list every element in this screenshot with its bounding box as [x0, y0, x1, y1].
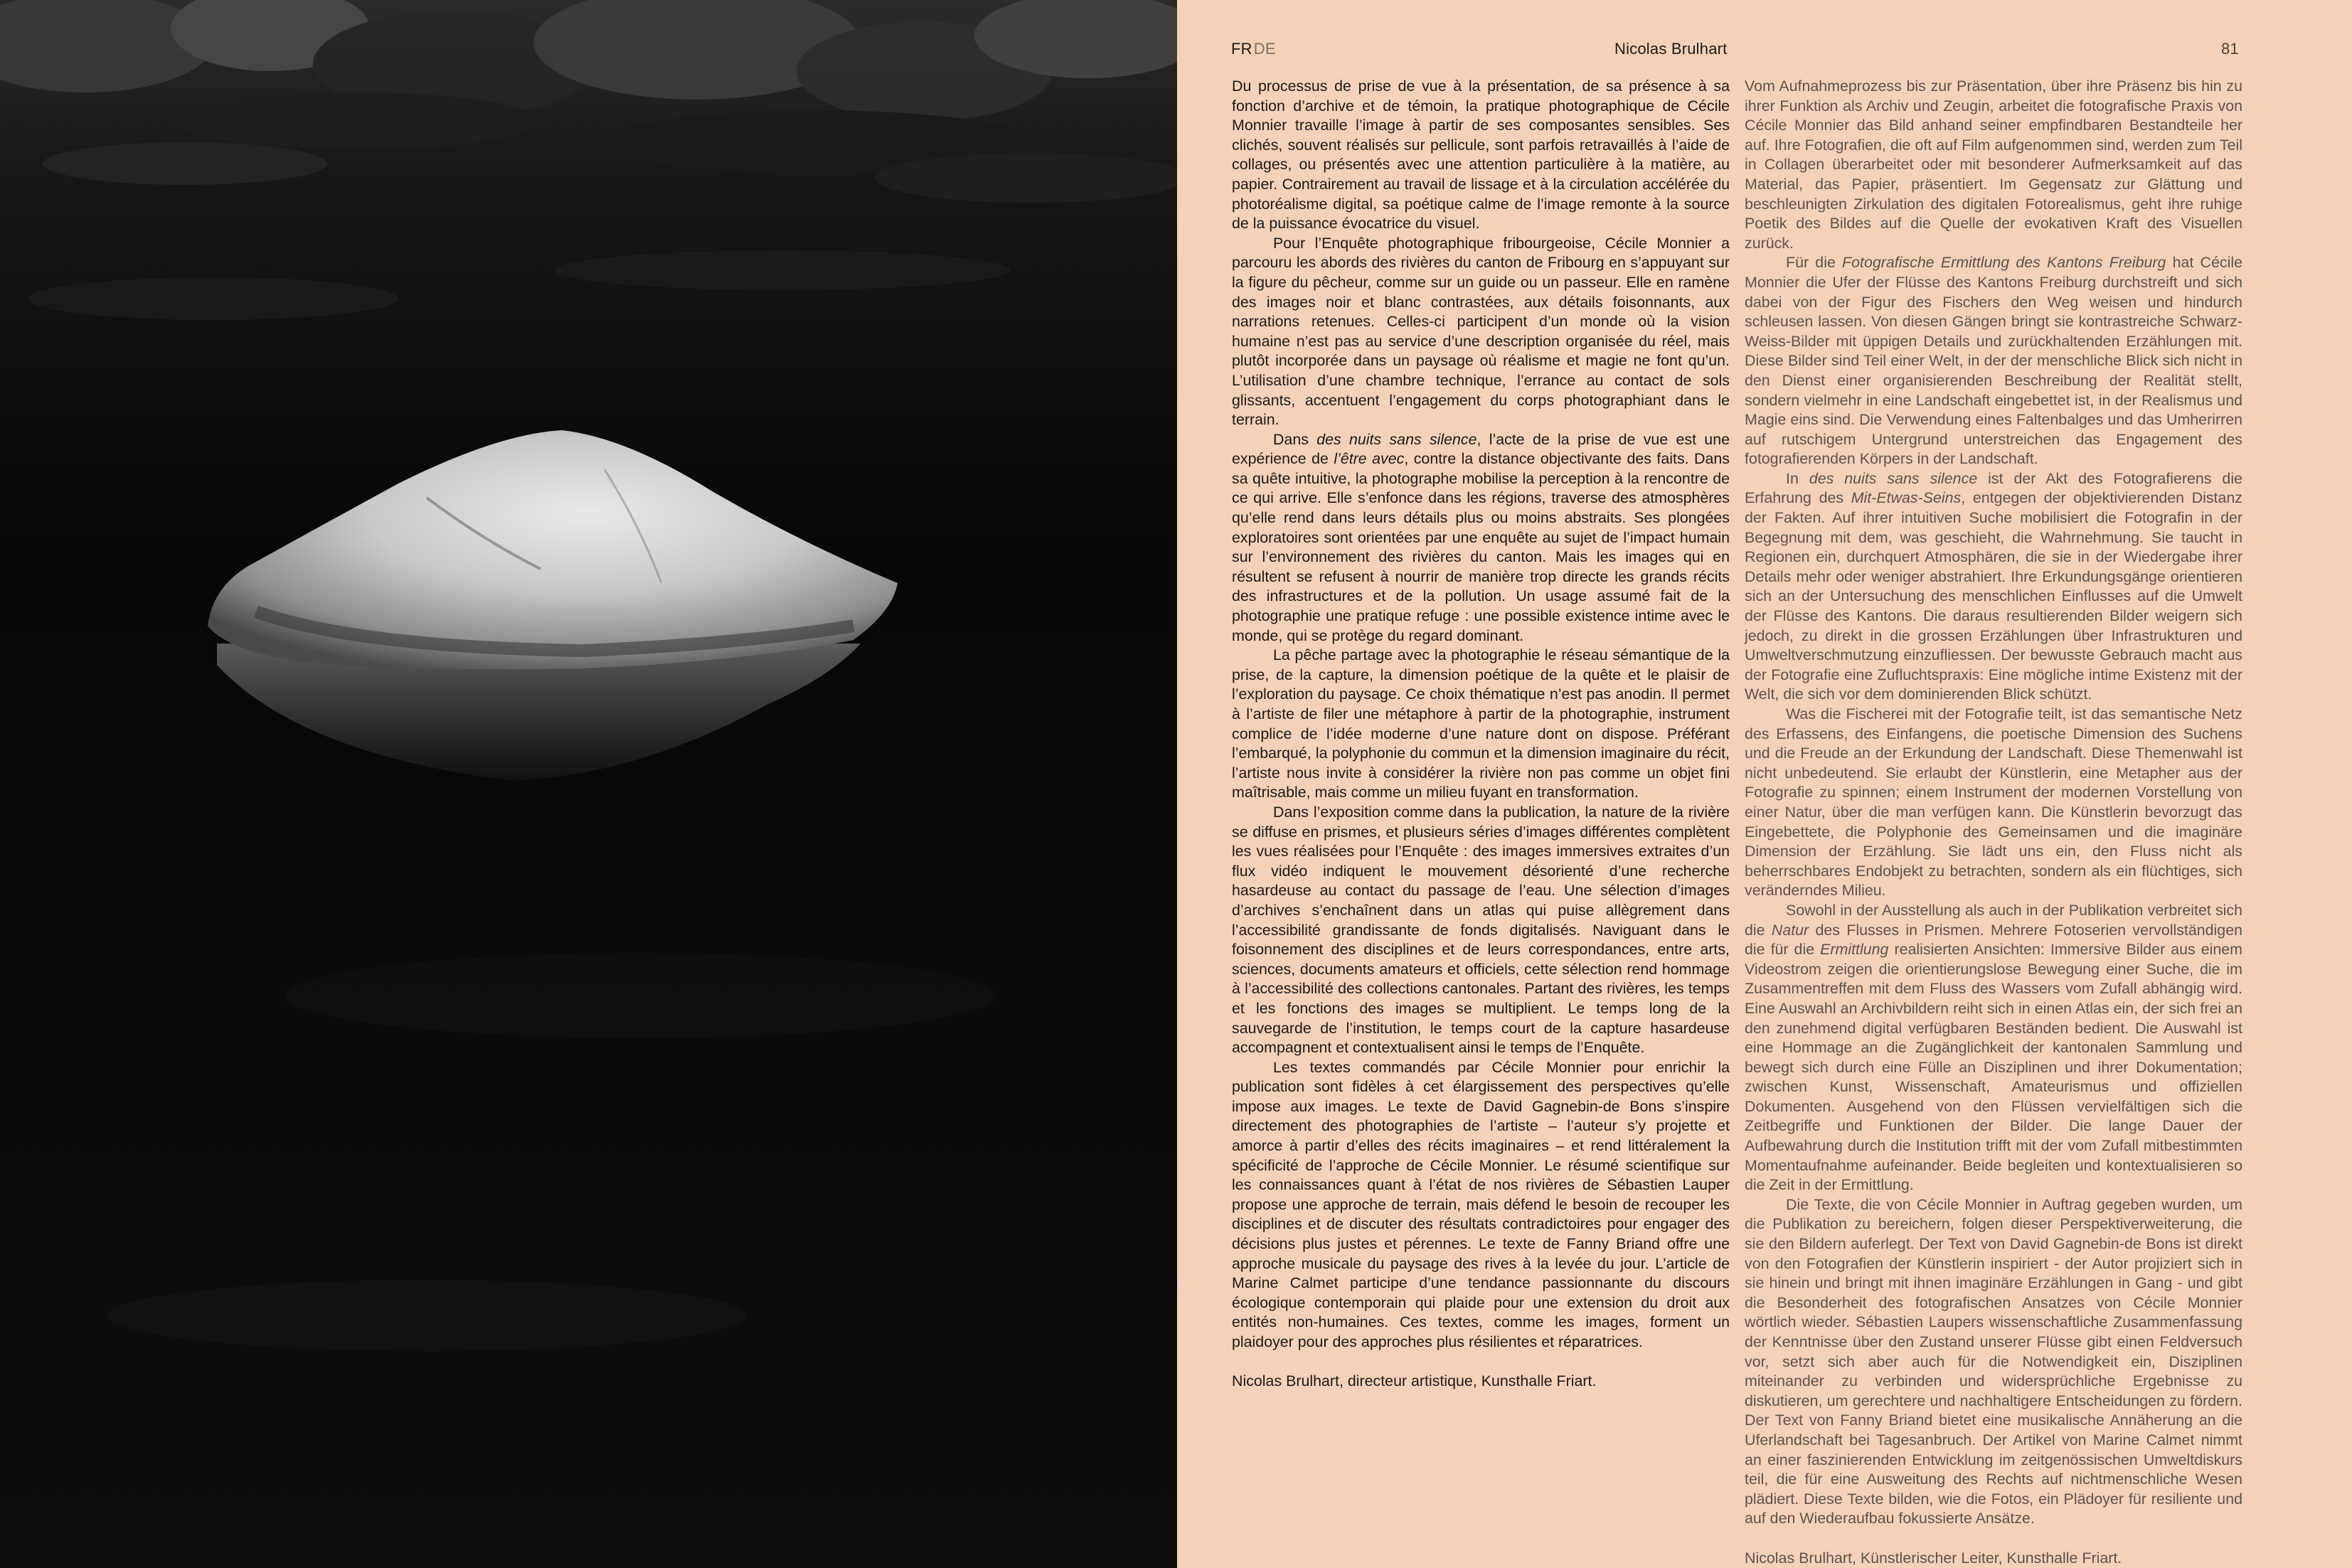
- page-number: 81: [2221, 40, 2239, 58]
- de-paragraph-4: Was die Fischerei mit der Fotografie teilt, ist das semantische Netz des Erfassens, des Einfangens, die poetische Dimension des Suchens und die Freude an der Erkundung der Landschaft. Diese Themenwahl ist nicht unbedeutend. Sie erlaubt der Künstlerin, eine Metapher aus der Fotografie zu spinnen; einem Instrument der modernen Vorstellung von einer Natur, über die man verfügen kann. Die Künstlerin bevorzugt das Eingebettete, die Polyphonie des Gemeinsamen und die imaginäre Dimension der Erzählung. Sie lädt uns ein, den Fluss nicht als beherrschbares Endobjekt zu betrachten, sondern als ein flüchtiges, sich veränderndes Milieu.: [1745, 705, 2242, 900]
- fr-paragraph-1: Du processus de prise de vue à la présentation, de sa présence à sa fonction d’archive et de témoin, la pratique photographique de Cécile Monnier travaille l’image à partir de ses composantes sensibles. Ses clichés, souvent réalisés sur pellicule, sont parfois retravaillés à l’aide de collages, ou présentés avec une attention particulière à la matière, au papier. Contrairement au travail de lissage et à la circulation accélérée du photoréalisme digital, sa poétique calme de l’image remonte à la source de la puissance évocatrice du visuel.: [1232, 78, 1730, 233]
- running-head-author: Nicolas Brulhart: [1614, 40, 1728, 58]
- de-paragraph-5: Sowohl in der Ausstellung als auch in der Publikation verbreitet sich die Natur des Flusses in Prismen. Mehrere Fotoserien vervollständigen die für die Ermittlung realisierten Ansichten: Immersive Bilder aus einem Videostrom zeigen die orientierungslose Bewegung einer Suche, die im Zusammentreffen mit dem Fluss des Wassers vom Zufall abhängig wird. Eine Auswahl an Archivbildern reiht sich in einen Atlas ein, der sich frei an den zunehmend digital verfügbaren Beständen bedient. Die Auswahl ist eine Hommage an die Zugänglichkeit der kantonalen Sammlung und bewegt sich durch eine Fülle an Disziplinen und ihrer Dokumentation; zwischen Kunst, Wissenschaft, Amateurismus und offiziellen Dokumenten. Ausgehend von den Flüssen vervielfältigen sich die Zeitbegriffe und Funktionen der Bilder. Die lange Dauer der Aufbewahrung durch die Institution trifft mit der vom Zufall mitbestimmten Momentaufnahme aufeinander. Beide begleiten und kontextualisieren so die Zeit in der Ermittlung.: [1745, 901, 2242, 1194]
- de-signature: Nicolas Brulhart, Künstlerischer Leiter, Kunsthalle Friart.: [1745, 1549, 2122, 1567]
- de-paragraph-1: Vom Aufnahmeprozess bis zur Präsentation, über ihre Präsenz bis hin zu ihrer Funktion als Archiv und Zeugin, arbeitet die fotografische Praxis von Cécile Monnier das Bild anhand seiner empfindbaren Bestandteile her auf. Ihre Fotografien, die oft auf Film aufgenommen sind, werden zum Teil in Collagen überarbeitet oder mit besonderer Aufmerksamkeit auf das Material, das Papier, präsentiert. Im Gegensatz zur Glättung und beschleunigten Zirkulation des digitalen Fotorealismus, geht ihre ruhige Poetik des Bildes auf die Quelle der evokativen Kraft des Visuellen zurück.: [1745, 78, 2242, 252]
- language-indicator: [1231, 40, 1276, 58]
- de-paragraph-6: Die Texte, die von Cécile Monnier in Auftrag gegeben wurden, um die Publikation zu bereichern, folgen dieser Perspektiverweiterung, die sie den Bildern auferlegt. Der Text von David Gagnebin-de Bons ist direkt von den Fotografien der Künstlerin inspiriert - der Autor projiziert sich in sie hinein und bringt mit ihnen imaginäre Erzählungen in Gang - und gibt die Besonderheit des fotografischen Ansatzes von Cécile Monnier wörtlich wieder. Sébastien Laupers wissenschaftliche Zusammenfassung der Kenntnisse über den Zustand unserer Flüsse gibt einen Feldversuch vor, setzt sich aber auch für die Notwendigkeit ein, Disziplinen miteinander zu verbinden und widersprüchliche Ergebnisse zu diskutieren, um gerechtere und nachhaltigere Entscheidungen zu fördern. Der Text von Fanny Briand bietet eine musikalische Annäherung an die Uferlandschaft bei Tagesanbruch. Der Artikel von Marine Calmet nimmt an einer faszinierenden Entwicklung im zeitgenössischen Umweltdiskurs teil, die für eine Ausweitung des Rechts auf nichtmenschliche Wesen plädiert. Diese Texte bilden, wie die Fotos, ein Plädoyer für resiliente und auf den Wiederaufbau fokussierte Ansätze.: [1745, 1195, 2242, 1527]
- de-paragraph-3: In des nuits sans silence ist der Akt des Fotografierens die Erfahrung des Mit-Etwas-Seins, entgegen der objektivierenden Distanz der Fakten. Auf ihrer intuitiven Suche mobilisiert die Fotografin in der Begegnung mit dem, was geschieht, die Wahrnehmung. Sie taucht in Regionen ein, durchquert Atmosphären, die sie in der Wiedergabe ihrer Details mehr oder weniger abstrahiert. Ihre Erkundungsgänge orientieren sich an der Untersuchung des menschlichen Einflusses auf die Umwelt der Flüsse des Kantons. Die daraus resultierenden Bilder weigern sich jedoch, zu direkt in die grossen Erzählungen über Infrastrukturen und Umweltverschmutzung einzufliessen. Der bewusste Gebrauch macht aus der Fotografie eine Zufluchtspraxis: Eine mögliche intime Existenz mit der Welt, die sich vor dem dominierenden Blick schützt.: [1745, 469, 2242, 703]
- fr-paragraph-2: Pour l’Enquête photographique fribourgeoise, Cécile Monnier a parcouru les abords des rivières du canton de Fribourg en s’appuyant sur la figure du pêcheur, comme sur un guide ou un passeur. Elle en ramène des images noir et blanc contrastées, aux détails foisonnants, aux narrations retenues. Celles-ci participent d’un monde où la vision humaine n’est pas au service d’une description organisée du réel, mais plutôt incorporée dans un paysage où réalisme et magie ne font qu’un. L’utilisation d’une chambre technique, l’errance au contact de sols glissants, accentuent l’engagement du corps photographiant dans le terrain.: [1232, 234, 1730, 429]
- text-page: [1177, 0, 2352, 1568]
- fr-signature: Nicolas Brulhart, directeur artistique, Kunsthalle Friart.: [1232, 1372, 1597, 1390]
- fr-paragraph-5: Dans l’exposition comme dans la publication, la nature de la rivière se diffuse en prismes, et plusieurs séries d’images différentes complètent les vues réalisées pour l’Enquête : des images immersives extraites d’un flux vidéo indiquent le mouvement désorienté d’une recherche hasardeuse au contact du passage de l’eau. Une sélection d’images d’archives s’enchaînent dans un atlas qui puise allègrement dans l’accessibilité grandissante de fonds digitalisés. Naviguant dans le foisonnement des disciplines et de leurs correspondances, entre arts, sciences, documents amateurs et officiels, cette sélection rend hommage à l’accessibilité des collections cantonales. Partant des rivières, les temps et les fonctions des images se multiplient. Le temps long de la sauvegarde de l’institution, le temps court de la capture hasardeuse accompagnent et contextualisent ainsi le temps de l’Enquête.: [1232, 803, 1730, 1057]
- fr-paragraph-6: Les textes commandés par Cécile Monnier pour enrichir la publication sont fidèles à cet élargissement des perspectives qu’elle impose aux images. Le texte de David Gagnebin-de Bons s’inspire directement des photographies de l’artiste – l’auteur s’y projette et amorce à partir d’elles des récits imaginaires – et rend littéralement la spécificité de l’approche de Cécile Monnier. Le résumé scientifique sur les connaissances quant à l’état de nos rivières de Sébastien Lauper propose une approche de terrain, mais défend le besoin de recouper les disciplines et de discuter des résultats contradictoires pour engager des décisions plus justes et pérennes. Le texte de Fanny Briand offre une approche musicale du paysage des rives à la levée du jour. L’article de Marine Calmet participe d’une tendance passionnante du discours écologique contemporain qui plaide pour une extension du droit aux entités non-humaines. Ces textes, comme les images, forment un plaidoyer pour des approches plus résilientes et réparatrices.: [1232, 1058, 1730, 1350]
- german-column: [1745, 77, 2242, 1568]
- de-paragraph-2: Für die Fotografische Ermittlung des Kantons Freiburg hat Cécile Monnier die Ufer der Flüsse des Kantons Freiburg durchstreift und sich dabei von der Figur des Fischers den Weg weisen und hindurch schleusen lassen. Von diesen Gängen bringt sie kontrastreiche Schwarz-Weiss-Bilder mit üppigen Details und zurückhaltenden Erzählungen mit. Diese Bilder sind Teil einer Welt, in der der menschliche Blick sich nicht in den Dienst einer organisierenden Beschreibung der Realität stellt, sondern vielmehr in eine Landschaft eingebettet ist, in der Realismus und Magie eins sind. Die Verwendung eines Faltenbalges und das Umherirren auf rutschigem Untergrund unterstreichen das Engagement des fotografierenden Körpers in der Landschaft.: [1745, 254, 2242, 468]
- fr-paragraph-3: Dans des nuits sans silence, l’acte de la prise de vue est une expérience de l’être avec, contre la distance objectivante des faits. Dans sa quête intuitive, la photographe mobilise la perception à la rencontre de ce qui arrive. Elle s’enfonce dans les régions, traverse des atmosphères qu’elle rend dans leurs détails plus ou moins abstraits. Ses plongées exploratoires sont orientées par une enquête au sujet de l’impact humain sur l’environnement des rivières du canton. Mais les images qui en résultent se refusent à nourrir de manière trop directe les grands récits des infrastructures et de la pollution. Un usage assumé fait de la photographie une pratique refuge : une possible existence intime avec le monde, qui se protège du regard dominant.: [1232, 430, 1730, 644]
- lang-fr: FR: [1231, 40, 1252, 58]
- french-column: [1232, 77, 1730, 1392]
- fr-paragraph-4: La pêche partage avec la photographie le réseau sémantique de la prise, de la capture, la dimension poétique de la quête et le plaisir de l’exploration du paysage. Ce choix thématique n’est pas anodin. Il permet à l’artiste de filer une métaphore à partir de la photographie, instrument complice de l’idée moderne d’une nature dont on dispose. Préférant l’embarqué, la polyphonie du commun et la dimension imaginaire du récit, l’artiste nous invite à considérer la rivière non pas comme un objet fini maîtrisable, mais comme un milieu fuyant en transformation.: [1232, 646, 1730, 801]
- lang-de: DE: [1253, 40, 1276, 58]
